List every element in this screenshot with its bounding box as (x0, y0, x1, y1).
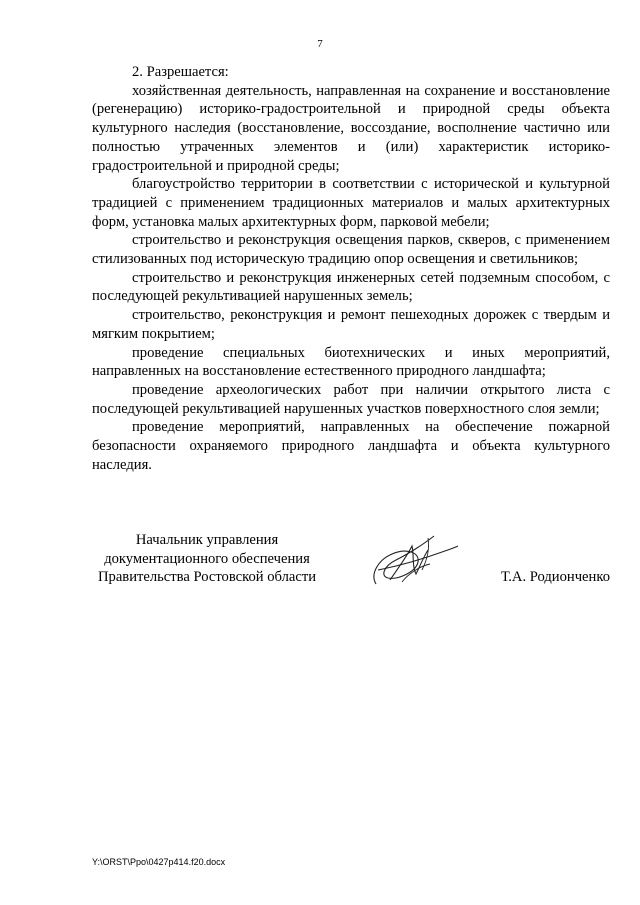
signatory-title (92, 531, 322, 587)
list-item: проведение археологических работ при наличии открытого листа с последующей рекультивацией нарушенных участков поверхностного слоя земли; (92, 381, 610, 417)
document-body (92, 63, 610, 474)
list-item: строительство и реконструкция освещения парков, скверов, с применением стилизованных под историческую традицию опор освещения и светильников; (92, 232, 610, 268)
signatory-title-line: Начальник управления (135, 532, 279, 548)
list-item: благоустройство территории в соответствии с исторической и культурной традицией с применением традиционных материалов и малых архитектурных форм, установка малых архитектурных форм, парковой мебели; (92, 176, 610, 230)
list-item: хозяйственная деятельность, направленная на сохранение и восстановление (регенерацию) историко-градостроительной и природной среды объекта культурного наследия (восстановление, воссоздание, восполнение частично или полностью утраченных элементов и (или) характеристик историко-градостроительной и природной среды; (92, 82, 610, 174)
page-number: 7 (317, 38, 323, 50)
list-item: строительство и реконструкция инженерных сетей подземным способом, с последующей рекультивацией нарушенных земель; (92, 269, 610, 305)
list-item: проведение мероприятий, направленных на обеспечение пожарной безопасности охраняемого природного ландшафта и объекта культурного наследия. (92, 419, 610, 473)
section-heading: 2. Разрешается: (132, 64, 229, 80)
list-item: строительство, реконструкция и ремонт пешеходных дорожек с твердым и мягким покрытием; (92, 307, 610, 342)
handwritten-signature (368, 530, 463, 592)
footer-file-path: Y:\ORST\Ppo\0427p414.f20.docx (92, 857, 226, 867)
signatory-title-line: Правительства Ростовской области (97, 569, 317, 586)
signatory-name: Т.А. Родионченко (500, 569, 610, 585)
list-item: проведение специальных биотехнических и иных мероприятий, направленных на восстановление естественного природного ландшафта; (92, 344, 610, 380)
signatory-title-line: документационного обеспечения (104, 550, 310, 567)
